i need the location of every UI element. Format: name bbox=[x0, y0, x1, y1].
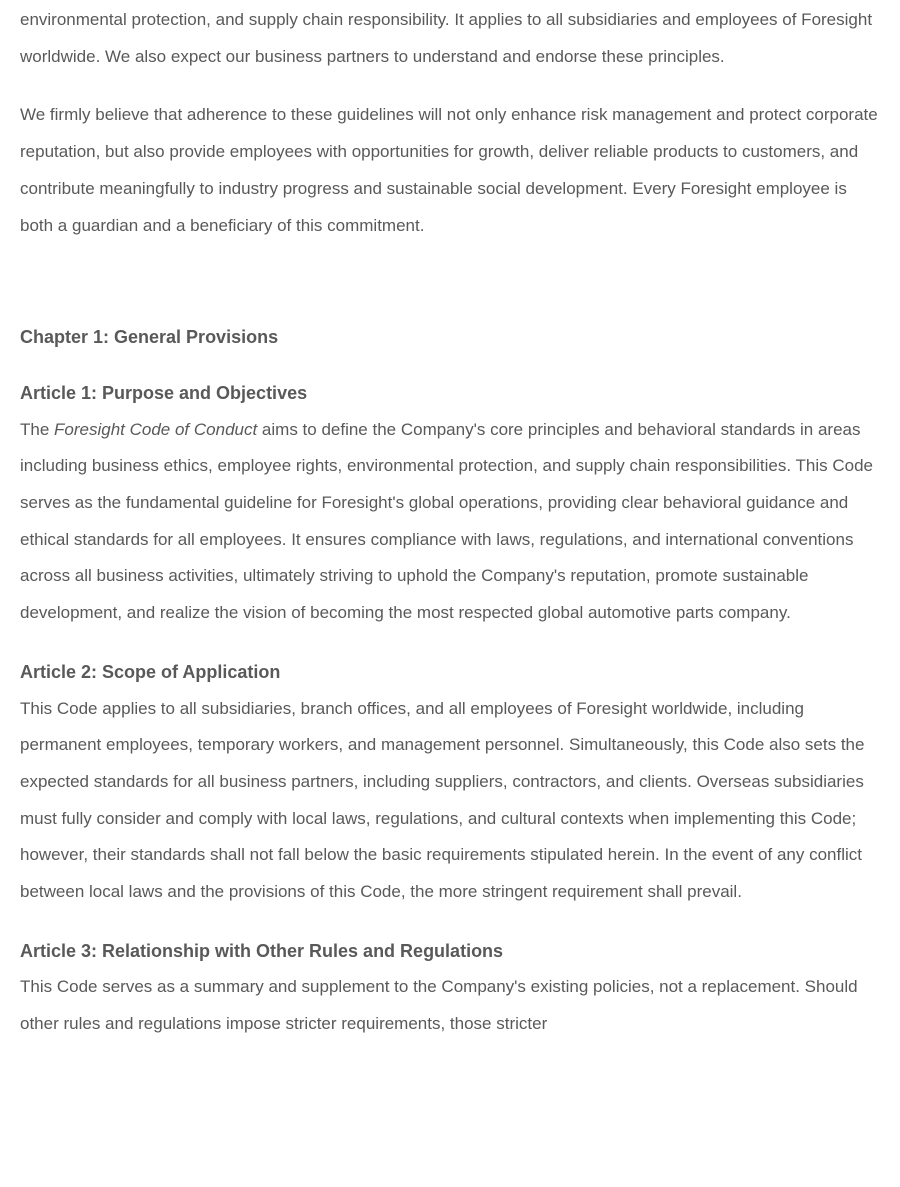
article-3-body: This Code serves as a summary and supplement to the Company's existing policies, not a replacement. Should other rules and regulations impose stricter requirements, those stricter bbox=[20, 977, 858, 1034]
article-1-body-prefix: The bbox=[20, 419, 55, 439]
article-1-body-suffix: aims to define the Company's core principles and behavioral standards in areas including business ethics, employee rights, environmental protection, and supply chain responsibilities. This Code serves as the fundamental guideline for Foresight's global operations, providing clear behavioral guidance and ethical standards for all employees. It ensures compliance with laws, regulations, and international conventions across all business activities, ultimately striving to uphold the Company's reputation, promote sustainable development, and realize the vision of becoming the most respected global automotive parts company. bbox=[20, 419, 873, 623]
intro-paragraph-continuation: environmental protection, and supply chain responsibility. It applies to all subsidiaries and employees of Foresight worldwide. We also expect our business partners to understand and endorse these principles. bbox=[20, 10, 873, 66]
article-3-heading: Article 3: Relationship with Other Rules and Regulations bbox=[20, 940, 504, 961]
section-spacer bbox=[20, 266, 880, 319]
chapter-1-heading: Chapter 1: General Provisions bbox=[20, 327, 279, 348]
code-of-conduct-italic-title: Foresight Code of Conduct bbox=[54, 419, 258, 439]
article-2-body: This Code applies to all subsidiaries, branch offices, and all employees of Foresight worldwide, including permanent employees, temporary workers, and management personnel. Simultaneously, this Code also sets the expected standards for all business partners, including suppliers, contractors, and clients. Overseas subsidiaries must fully consider and comply with local laws, regulations, and cultural contexts when implementing this Code; however, their standards shall not fall below the basic requirements stipulated herein. In the event of any conflict between local laws and the provisions of this Code, the more stringent requirement shall prevail. bbox=[20, 698, 865, 902]
article-1-body bbox=[20, 412, 880, 632]
article-1-heading: Article 1: Purpose and Objectives bbox=[20, 382, 308, 403]
intro-paragraph-belief: We firmly believe that adherence to these guidelines will not only enhance risk management and protect corporate reputation, but also provide employees with opportunities for growth, deliver reliable products to customers, and contribute meaningfully to industry progress and sustainable social development. Every Foresight employee is both a guardian and a beneficiary of this commitment. bbox=[20, 105, 878, 235]
article-2-heading: Article 2: Scope of Application bbox=[20, 661, 281, 682]
